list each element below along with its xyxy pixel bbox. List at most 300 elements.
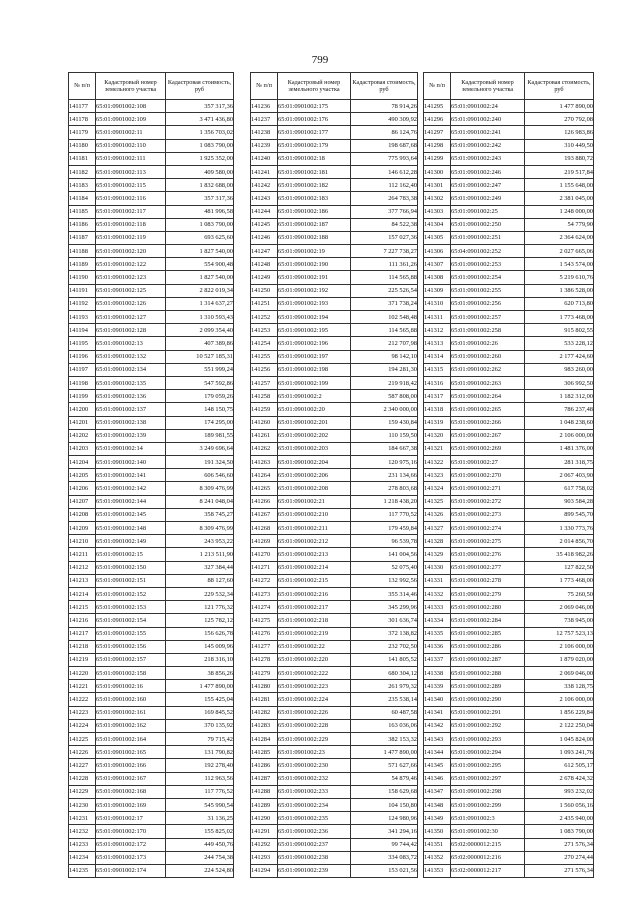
table-row xyxy=(251,601,418,614)
cadastral-value-cell: 75 260,50 xyxy=(525,587,594,600)
cadastral-value-cell: 278 803,68 xyxy=(351,482,418,495)
table-row xyxy=(424,350,594,363)
cadastral-number-cell: 65:01:0901002:208 xyxy=(278,482,351,495)
row-number-cell: 141322 xyxy=(424,456,451,469)
cadastral-number-cell: 65:01:0901002:280 xyxy=(451,601,525,614)
cadastral-number-cell: 65:01:0901002:240 xyxy=(451,113,525,126)
cadastral-number-cell: 65:01:0901002:15 xyxy=(96,548,166,561)
table-row xyxy=(424,284,594,297)
row-number-cell: 141242 xyxy=(251,179,278,192)
table-row xyxy=(251,508,418,521)
table-row xyxy=(424,864,594,877)
row-number-cell: 141317 xyxy=(424,390,451,403)
table-row xyxy=(69,284,234,297)
cadastral-value-cell: 219 918,42 xyxy=(351,376,418,389)
row-number-cell: 141267 xyxy=(251,508,278,521)
table-row xyxy=(69,218,234,231)
table-row xyxy=(424,218,594,231)
cadastral-number-cell: 65:01:0901002:27 xyxy=(451,456,525,469)
row-number-cell: 141186 xyxy=(69,218,96,231)
cadastral-number-cell: 65:01:0901002:118 xyxy=(96,218,166,231)
cadastral-value-cell: 358 745,27 xyxy=(166,508,234,521)
cadastral-value-cell: 2 106 000,00 xyxy=(525,429,594,442)
cadastral-value-cell: 899 545,70 xyxy=(525,508,594,521)
cadastral-value-cell: 232 702,50 xyxy=(351,640,418,653)
cadastral-number-cell: 65:01:0901002:215 xyxy=(278,574,351,587)
cadastral-value-cell: 98 142,10 xyxy=(351,350,418,363)
register-table-column-1 xyxy=(68,72,234,878)
cadastral-number-cell: 65:01:0901002:164 xyxy=(96,733,166,746)
cadastral-value-cell: 334 083,72 xyxy=(351,851,418,864)
table-row xyxy=(251,403,418,416)
table-row xyxy=(251,522,418,535)
row-number-cell: 141335 xyxy=(424,627,451,640)
cadastral-number-cell: 65:02:0000012:217 xyxy=(451,864,525,877)
cadastral-value-cell: 145 009,96 xyxy=(166,640,234,653)
row-number-cell: 141345 xyxy=(424,759,451,772)
row-number-cell: 141324 xyxy=(424,482,451,495)
cadastral-value-cell: 1 045 824,00 xyxy=(525,733,594,746)
table-row xyxy=(69,653,234,666)
row-number-cell: 141200 xyxy=(69,403,96,416)
register-table-column-2 xyxy=(250,72,418,878)
row-number-cell: 141221 xyxy=(69,680,96,693)
cadastral-number-cell: 65:01:0901002:216 xyxy=(278,587,351,600)
cadastral-value-cell: 235 538,14 xyxy=(351,693,418,706)
cadastral-value-cell: 1 048 238,60 xyxy=(525,416,594,429)
cadastral-number-cell: 65:01:0901002:278 xyxy=(451,574,525,587)
cadastral-number-cell: 65:01:0901002:262 xyxy=(451,363,525,376)
cadastral-number-cell: 65:01:0901002:289 xyxy=(451,680,525,693)
cadastral-number-cell: 65:01:0901002:297 xyxy=(451,772,525,785)
cadastral-number-cell: 65:01:0901002:291 xyxy=(451,706,525,719)
cadastral-value-cell: 2 435 940,00 xyxy=(525,812,594,825)
row-number-cell: 141225 xyxy=(69,733,96,746)
cadastral-value-cell: 1 213 511,90 xyxy=(166,548,234,561)
cadastral-number-cell: 65:01:0901002:274 xyxy=(451,522,525,535)
cadastral-value-cell: 243 953,22 xyxy=(166,535,234,548)
table-row xyxy=(424,429,594,442)
row-number-cell: 141315 xyxy=(424,363,451,376)
cadastral-value-cell: 2 122 250,04 xyxy=(525,719,594,732)
table-row xyxy=(251,706,418,719)
cadastral-number-cell: 65:01:0901002:2 xyxy=(278,390,351,403)
table-header-row xyxy=(69,73,234,100)
row-number-cell: 141189 xyxy=(69,258,96,271)
cadastral-value-cell: 786 237,48 xyxy=(525,403,594,416)
cadastral-number-cell: 65:01:0901002:170 xyxy=(96,825,166,838)
cadastral-number-cell: 65:01:0901002:285 xyxy=(451,627,525,640)
cadastral-number-cell: 65:01:0901002:235 xyxy=(278,812,351,825)
cadastral-value-cell: 2 067 403,90 xyxy=(525,469,594,482)
table-row xyxy=(69,271,234,284)
table-row xyxy=(251,627,418,640)
cadastral-value-cell: 680 304,12 xyxy=(351,667,418,680)
table-row xyxy=(424,680,594,693)
cadastral-number-cell: 65:01:0901002:298 xyxy=(451,785,525,798)
row-number-cell: 141321 xyxy=(424,442,451,455)
cadastral-value-cell: 3 249 696,64 xyxy=(166,442,234,455)
header-cadastral-number: Кадастровый номер земельного участка xyxy=(96,73,166,100)
row-number-cell: 141340 xyxy=(424,693,451,706)
cadastral-number-cell: 65:01:0901002:242 xyxy=(451,139,525,152)
cadastral-value-cell: 1 560 056,16 xyxy=(525,798,594,811)
row-number-cell: 141297 xyxy=(424,126,451,139)
cadastral-number-cell: 65:01:0901002:277 xyxy=(451,561,525,574)
header-cadastral-value: Кадастровая стоимость, руб xyxy=(166,73,234,100)
cadastral-number-cell: 65:01:0901002:161 xyxy=(96,706,166,719)
cadastral-value-cell: 192 278,40 xyxy=(166,759,234,772)
cadastral-value-cell: 341 294,16 xyxy=(351,825,418,838)
table-row xyxy=(424,416,594,429)
cadastral-number-cell: 65:02:0000012:215 xyxy=(451,838,525,851)
cadastral-value-cell: 993 232,02 xyxy=(525,785,594,798)
table-row xyxy=(424,587,594,600)
cadastral-value-cell: 155 425,04 xyxy=(166,693,234,706)
cadastral-number-cell: 65:01:0901002:286 xyxy=(451,640,525,653)
row-number-cell: 141344 xyxy=(424,746,451,759)
cadastral-value-cell: 35 418 982,26 xyxy=(525,548,594,561)
row-number-cell: 141313 xyxy=(424,337,451,350)
cadastral-value-cell: 915 802,55 xyxy=(525,324,594,337)
row-number-cell: 141248 xyxy=(251,258,278,271)
table-row xyxy=(251,192,418,205)
table-row xyxy=(69,179,234,192)
cadastral-value-cell: 231 134,66 xyxy=(351,469,418,482)
cadastral-value-cell: 218 316,10 xyxy=(166,653,234,666)
cadastral-number-cell: 65:01:0901002:260 xyxy=(451,350,525,363)
cadastral-number-cell: 65:01:0901002:217 xyxy=(278,601,351,614)
cadastral-value-cell: 244 754,38 xyxy=(166,851,234,864)
row-number-cell: 141277 xyxy=(251,640,278,653)
cadastral-value-cell: 1 218 438,20 xyxy=(351,495,418,508)
table-row xyxy=(69,535,234,548)
cadastral-number-cell: 65:01:0901002:196 xyxy=(278,337,351,350)
row-number-cell: 141263 xyxy=(251,456,278,469)
table-row xyxy=(69,667,234,680)
table-row xyxy=(251,785,418,798)
cadastral-number-cell: 65:01:0901002:229 xyxy=(278,733,351,746)
cadastral-number-cell: 65:01:0901002:247 xyxy=(451,179,525,192)
table-row xyxy=(424,627,594,640)
cadastral-value-cell: 481 996,58 xyxy=(166,205,234,218)
row-number-cell: 141272 xyxy=(251,574,278,587)
cadastral-value-cell: 121 776,32 xyxy=(166,601,234,614)
row-number-cell: 141349 xyxy=(424,812,451,825)
row-number-cell: 141177 xyxy=(69,100,96,113)
row-number-cell: 141329 xyxy=(424,548,451,561)
cadastral-number-cell: 65:01:0901002:219 xyxy=(278,627,351,640)
cadastral-value-cell: 2 014 856,70 xyxy=(525,535,594,548)
table-row xyxy=(69,706,234,719)
cadastral-number-cell: 65:01:0901002:206 xyxy=(278,469,351,482)
cadastral-value-cell: 1 330 773,76 xyxy=(525,522,594,535)
table-row xyxy=(69,864,234,877)
row-number-cell: 141330 xyxy=(424,561,451,574)
table-row xyxy=(69,482,234,495)
row-number-cell: 141209 xyxy=(69,522,96,535)
cadastral-number-cell: 65:01:0901002:137 xyxy=(96,403,166,416)
cadastral-number-cell: 65:01:0901002:16 xyxy=(96,680,166,693)
table-row xyxy=(424,442,594,455)
cadastral-number-cell: 65:01:0901002:194 xyxy=(278,311,351,324)
cadastral-number-cell: 65:01:0901002:160 xyxy=(96,693,166,706)
cadastral-number-cell: 65:01:0901002:190 xyxy=(278,258,351,271)
row-number-cell: 141282 xyxy=(251,706,278,719)
cadastral-value-cell: 111 361,26 xyxy=(351,258,418,271)
cadastral-value-cell: 2 678 424,32 xyxy=(525,772,594,785)
cadastral-value-cell: 382 153,32 xyxy=(351,733,418,746)
row-number-cell: 141291 xyxy=(251,825,278,838)
cadastral-value-cell: 983 260,00 xyxy=(525,363,594,376)
cadastral-value-cell: 153 021,56 xyxy=(351,864,418,877)
table-row xyxy=(251,667,418,680)
cadastral-number-cell: 65:01:0901002:150 xyxy=(96,561,166,574)
table-row xyxy=(251,746,418,759)
row-number-cell: 141255 xyxy=(251,350,278,363)
cadastral-value-cell: 2 364 624,00 xyxy=(525,231,594,244)
table-row xyxy=(251,693,418,706)
table-row xyxy=(251,311,418,324)
cadastral-number-cell: 65:01:0901002:226 xyxy=(278,706,351,719)
row-number-cell: 141288 xyxy=(251,785,278,798)
row-number-cell: 141188 xyxy=(69,245,96,258)
cadastral-number-cell: 65:01:0901002:222 xyxy=(278,667,351,680)
table-row xyxy=(251,759,418,772)
cadastral-number-cell: 65:01:0901002:156 xyxy=(96,640,166,653)
cadastral-value-cell: 345 299,96 xyxy=(351,601,418,614)
cadastral-value-cell: 88 127,60 xyxy=(166,574,234,587)
row-number-cell: 141341 xyxy=(424,706,451,719)
row-number-cell: 141201 xyxy=(69,416,96,429)
cadastral-number-cell: 65:01:0901002:182 xyxy=(278,179,351,192)
cadastral-value-cell: 264 783,38 xyxy=(351,192,418,205)
row-number-cell: 141333 xyxy=(424,601,451,614)
row-number-cell: 141348 xyxy=(424,798,451,811)
header-num: № п/п xyxy=(69,73,96,100)
cadastral-number-cell: 65:01:0901002:167 xyxy=(96,772,166,785)
table-row xyxy=(69,601,234,614)
register-table-column-3 xyxy=(423,72,594,878)
table-row xyxy=(69,680,234,693)
cadastral-value-cell: 261 979,32 xyxy=(351,680,418,693)
table-row xyxy=(69,614,234,627)
table-row xyxy=(69,693,234,706)
row-number-cell: 141309 xyxy=(424,284,451,297)
table-row xyxy=(69,403,234,416)
cadastral-value-cell: 449 450,76 xyxy=(166,838,234,851)
cadastral-value-cell: 5 219 610,76 xyxy=(525,271,594,284)
cadastral-value-cell: 169 845,52 xyxy=(166,706,234,719)
cadastral-number-cell: 65:01:0901002:151 xyxy=(96,574,166,587)
cadastral-value-cell: 1 827 540,00 xyxy=(166,245,234,258)
row-number-cell: 141256 xyxy=(251,363,278,376)
cadastral-number-cell: 65:01:0901002:188 xyxy=(278,231,351,244)
cadastral-number-cell: 65:01:0901002:233 xyxy=(278,785,351,798)
row-number-cell: 141279 xyxy=(251,667,278,680)
row-number-cell: 141254 xyxy=(251,337,278,350)
cadastral-value-cell: 156 626,78 xyxy=(166,627,234,640)
table-row xyxy=(424,667,594,680)
row-number-cell: 141236 xyxy=(251,100,278,113)
cadastral-value-cell: 1 083 790,00 xyxy=(166,139,234,152)
cadastral-number-cell: 65:01:0901002:276 xyxy=(451,548,525,561)
cadastral-value-cell: 1 832 688,00 xyxy=(166,179,234,192)
cadastral-number-cell: 65:01:0901002:117 xyxy=(96,205,166,218)
cadastral-number-cell: 65:01:0901002:162 xyxy=(96,719,166,732)
table-row xyxy=(69,442,234,455)
cadastral-value-cell: 79 715,42 xyxy=(166,733,234,746)
table-row xyxy=(69,772,234,785)
table-row xyxy=(251,772,418,785)
cadastral-value-cell: 2 106 000,00 xyxy=(525,640,594,653)
cadastral-number-cell: 65:01:0901002:214 xyxy=(278,561,351,574)
row-number-cell: 141192 xyxy=(69,297,96,310)
cadastral-number-cell: 65:01:0901002:174 xyxy=(96,864,166,877)
cadastral-number-cell: 65:01:0901002:183 xyxy=(278,192,351,205)
row-number-cell: 141183 xyxy=(69,179,96,192)
cadastral-value-cell: 60 487,58 xyxy=(351,706,418,719)
table-header-row xyxy=(251,73,418,100)
cadastral-number-cell: 65:01:0901002:257 xyxy=(451,311,525,324)
table-row xyxy=(424,337,594,350)
cadastral-number-cell: 65:01:0901002:256 xyxy=(451,297,525,310)
cadastral-value-cell: 1 182 312,00 xyxy=(525,390,594,403)
cadastral-number-cell: 65:01:0901002:271 xyxy=(451,482,525,495)
row-number-cell: 141271 xyxy=(251,561,278,574)
table-row xyxy=(69,851,234,864)
cadastral-number-cell: 65:01:0901002:136 xyxy=(96,390,166,403)
row-number-cell: 141178 xyxy=(69,113,96,126)
row-number-cell: 141318 xyxy=(424,403,451,416)
cadastral-value-cell: 1 155 648,00 xyxy=(525,179,594,192)
table-row xyxy=(424,126,594,139)
table-row xyxy=(251,429,418,442)
row-number-cell: 141260 xyxy=(251,416,278,429)
cadastral-value-cell: 571 627,66 xyxy=(351,759,418,772)
cadastral-value-cell: 1 543 574,00 xyxy=(525,258,594,271)
cadastral-number-cell: 65:01:0901002:232 xyxy=(278,772,351,785)
table-row xyxy=(424,258,594,271)
row-number-cell: 141199 xyxy=(69,390,96,403)
row-number-cell: 141300 xyxy=(424,165,451,178)
table-row xyxy=(424,785,594,798)
row-number-cell: 141259 xyxy=(251,403,278,416)
table-row xyxy=(251,653,418,666)
cadastral-number-cell: 65:01:0901002:267 xyxy=(451,429,525,442)
cadastral-number-cell: 65:01:0901002:238 xyxy=(278,851,351,864)
cadastral-value-cell: 2 069 046,00 xyxy=(525,667,594,680)
table-row xyxy=(424,376,594,389)
row-number-cell: 141234 xyxy=(69,851,96,864)
cadastral-number-cell: 65:01:0901002:127 xyxy=(96,311,166,324)
table-row xyxy=(69,126,234,139)
row-number-cell: 141316 xyxy=(424,376,451,389)
table-row xyxy=(69,495,234,508)
table-row xyxy=(251,297,418,310)
table-row xyxy=(424,693,594,706)
row-number-cell: 141332 xyxy=(424,587,451,600)
row-number-cell: 141352 xyxy=(424,851,451,864)
table-row xyxy=(251,456,418,469)
cadastral-number-cell: 65:01:0901002:157 xyxy=(96,653,166,666)
row-number-cell: 141231 xyxy=(69,812,96,825)
row-number-cell: 141327 xyxy=(424,522,451,535)
cadastral-number-cell: 65:01:0901002:258 xyxy=(451,324,525,337)
cadastral-number-cell: 65:01:0901002:158 xyxy=(96,667,166,680)
row-number-cell: 141249 xyxy=(251,271,278,284)
table-row xyxy=(69,719,234,732)
cadastral-number-cell: 65:01:0901002:21 xyxy=(278,495,351,508)
row-number-cell: 141193 xyxy=(69,311,96,324)
row-number-cell: 141246 xyxy=(251,231,278,244)
row-number-cell: 141206 xyxy=(69,482,96,495)
cadastral-number-cell: 65:01:0901002:126 xyxy=(96,297,166,310)
cadastral-value-cell: 612 505,17 xyxy=(525,759,594,772)
table-row xyxy=(424,535,594,548)
cadastral-value-cell: 1 773 468,00 xyxy=(525,574,594,587)
cadastral-number-cell: 65:01:0901002:191 xyxy=(278,271,351,284)
table-row xyxy=(69,798,234,811)
cadastral-number-cell: 65:01:0901002:201 xyxy=(278,416,351,429)
table-row xyxy=(424,719,594,732)
cadastral-number-cell: 65:01:0901002:202 xyxy=(278,429,351,442)
cadastral-number-cell: 65:01:0901002:254 xyxy=(451,271,525,284)
table-row xyxy=(251,719,418,732)
cadastral-value-cell: 606 546,60 xyxy=(166,469,234,482)
cadastral-value-cell: 194 281,30 xyxy=(351,363,418,376)
cadastral-value-cell: 903 584,28 xyxy=(525,495,594,508)
table-row xyxy=(251,495,418,508)
cadastral-value-cell: 338 128,75 xyxy=(525,680,594,693)
cadastral-value-cell: 377 766,94 xyxy=(351,205,418,218)
table-row xyxy=(424,192,594,205)
cadastral-value-cell: 1 083 790,00 xyxy=(525,825,594,838)
row-number-cell: 141191 xyxy=(69,284,96,297)
cadastral-value-cell: 8 309 476,99 xyxy=(166,482,234,495)
row-number-cell: 141303 xyxy=(424,205,451,218)
table-row xyxy=(69,469,234,482)
row-number-cell: 141295 xyxy=(424,100,451,113)
cadastral-value-cell: 554 900,48 xyxy=(166,258,234,271)
row-number-cell: 141185 xyxy=(69,205,96,218)
cadastral-number-cell: 65:01:0901002:253 xyxy=(451,258,525,271)
row-number-cell: 141286 xyxy=(251,759,278,772)
cadastral-value-cell: 357 317,36 xyxy=(166,192,234,205)
row-number-cell: 141342 xyxy=(424,719,451,732)
row-number-cell: 141247 xyxy=(251,245,278,258)
row-number-cell: 141196 xyxy=(69,350,96,363)
cadastral-number-cell: 65:01:0901002:30 xyxy=(451,825,525,838)
row-number-cell: 141346 xyxy=(424,772,451,785)
table-header-row xyxy=(424,73,594,100)
table-row xyxy=(251,245,418,258)
row-number-cell: 141241 xyxy=(251,165,278,178)
row-number-cell: 141275 xyxy=(251,614,278,627)
cadastral-number-cell: 65:01:0901002:287 xyxy=(451,653,525,666)
cadastral-number-cell: 65:01:0901002:152 xyxy=(96,587,166,600)
cadastral-number-cell: 65:01:0901002:19 xyxy=(278,245,351,258)
table-row xyxy=(251,680,418,693)
cadastral-value-cell: 124 980,96 xyxy=(351,812,418,825)
cadastral-number-cell: 65:01:0901002:179 xyxy=(278,139,351,152)
cadastral-value-cell: 1 477 890,00 xyxy=(351,746,418,759)
cadastral-value-cell: 179 059,26 xyxy=(166,390,234,403)
row-number-cell: 141224 xyxy=(69,719,96,732)
row-number-cell: 141237 xyxy=(251,113,278,126)
cadastral-value-cell: 193 880,72 xyxy=(525,152,594,165)
row-number-cell: 141290 xyxy=(251,812,278,825)
